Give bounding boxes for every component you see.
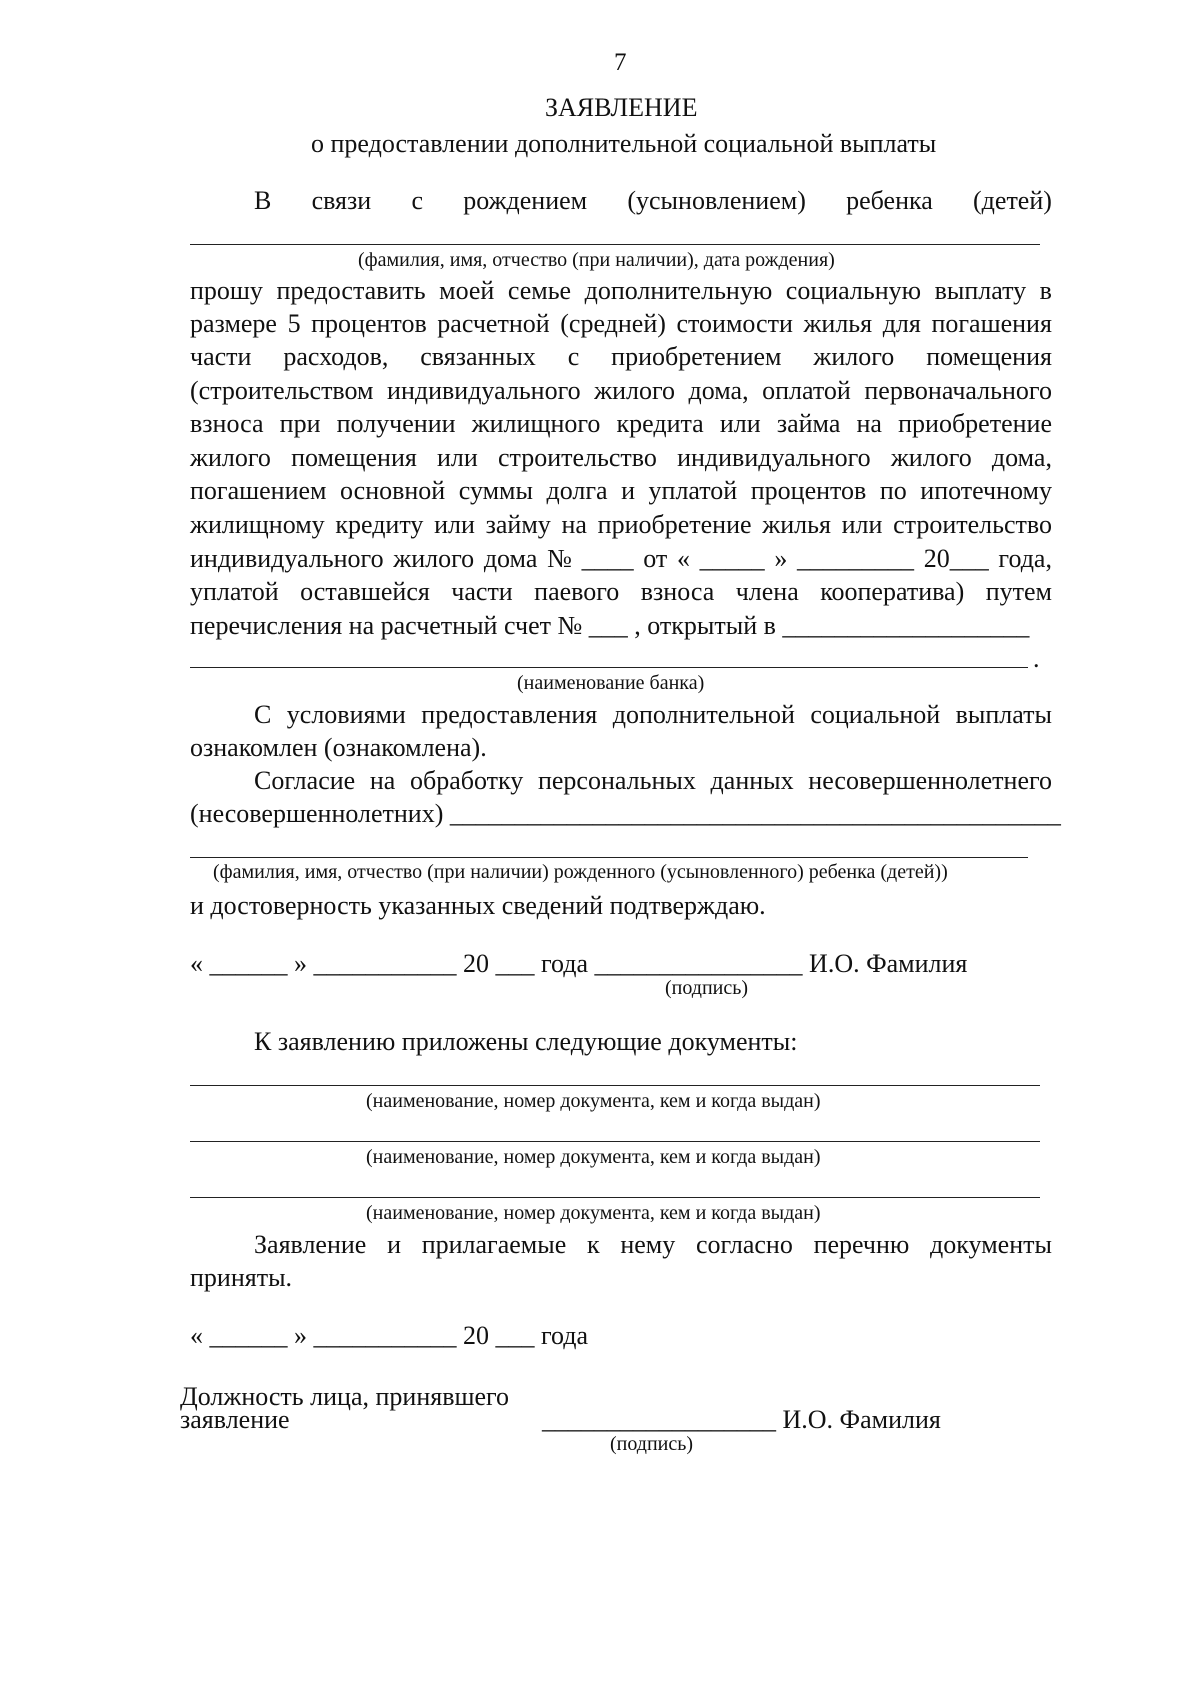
word: основной (340, 476, 446, 505)
word: расходов, (283, 342, 389, 371)
confirm-text: и достоверность указанных сведений подтверждаю. (190, 891, 766, 920)
account-line: перечисления на расчетный счет № ___ , открытый в ___________________ (190, 611, 1030, 640)
word: помещения (926, 342, 1052, 371)
word: жилья (803, 309, 873, 338)
word: дома, (688, 376, 749, 405)
word: на (369, 766, 396, 795)
word: предоставления (421, 700, 598, 729)
word: _____ (699, 544, 765, 573)
word: ____ (581, 544, 634, 573)
document-subtitle: о предоставлении дополнительной социальной выплаты (311, 129, 937, 158)
word: части (190, 342, 252, 371)
word: дополнительной (612, 700, 795, 729)
word: прилагаемые (421, 1230, 567, 1259)
word: социальную (785, 276, 922, 305)
word: по (879, 476, 907, 505)
word: обработку (410, 766, 524, 795)
word: получении (336, 409, 456, 438)
bank-line-dot: . (1033, 644, 1040, 673)
word: кредиту (335, 510, 424, 539)
conditions-line (254, 702, 1052, 728)
word: перечню (813, 1230, 910, 1259)
attachments-heading: К заявлению приложены следующие документы: (254, 1027, 798, 1056)
word: приобретение (597, 510, 752, 539)
word: согласно (695, 1230, 793, 1259)
word: на (856, 409, 882, 438)
word: индивидуального (677, 443, 871, 472)
word: « (676, 544, 690, 573)
word: строительство (498, 443, 657, 472)
word: займу (485, 510, 551, 539)
word: или (719, 409, 761, 438)
word: займа (776, 409, 841, 438)
word: связанных (420, 342, 536, 371)
request-line (190, 344, 1052, 370)
word: » (774, 544, 788, 573)
bank-name-field[interactable] (190, 667, 1028, 668)
document-field-3[interactable] (190, 1197, 1040, 1198)
official-signature-caption: (подпись) (610, 1433, 694, 1455)
word: документы (930, 1230, 1052, 1259)
word: с (567, 342, 580, 371)
word: для (882, 309, 921, 338)
word: на (561, 510, 587, 539)
word: в (1039, 276, 1052, 305)
word: семье (507, 276, 572, 305)
request-line (190, 311, 1052, 337)
word: и (387, 1230, 401, 1259)
word: персональных (537, 766, 696, 795)
accepted-line (254, 1232, 1052, 1258)
document-caption-2: (наименование, номер документа, кем и когда выдан) (366, 1146, 821, 1168)
word: с (411, 186, 423, 215)
word: ипотечному (920, 476, 1052, 505)
word: ребенка (846, 186, 933, 215)
request-line (190, 512, 1052, 538)
word: нему (620, 1230, 676, 1259)
word: предоставить (276, 276, 426, 305)
word: приобретение (898, 409, 1052, 438)
word: или (841, 510, 883, 539)
word: выплаты (955, 700, 1052, 729)
word: процентов (311, 309, 427, 338)
word: оставшейся (300, 577, 430, 606)
word: 5 (287, 309, 301, 338)
word: строительство (893, 510, 1052, 539)
official-signature-line: __________________ И.О. Фамилия (542, 1405, 941, 1434)
word: долга (546, 476, 608, 505)
word: паевого (534, 577, 620, 606)
word: или (437, 443, 478, 472)
word: рождением (463, 186, 588, 215)
word: уплатой (190, 577, 279, 606)
word: первоначального (864, 376, 1052, 405)
accepted-date-line: « ______ » ___________ 20 ___ года (190, 1321, 589, 1350)
request-line (190, 478, 1052, 504)
word: взноса (640, 577, 715, 606)
word: жилого (190, 443, 271, 472)
word: года, (998, 544, 1052, 573)
word: жилищному (190, 510, 325, 539)
child-name-caption: (фамилия, имя, отчество (при наличии), дата рождения) (358, 249, 835, 271)
word: и (621, 476, 636, 505)
request-line (190, 278, 1052, 304)
word: связи (311, 186, 372, 215)
word: путем (985, 577, 1052, 606)
conditions-line-2: ознакомлен (ознакомлена). (190, 733, 487, 762)
child-full-name-field[interactable] (190, 857, 1028, 858)
word: данных (710, 766, 794, 795)
word: жилищного (471, 409, 601, 438)
word: социальной (810, 700, 941, 729)
word: В (254, 186, 272, 215)
word: (усыновлением) (627, 186, 806, 215)
document-field-2[interactable] (190, 1141, 1040, 1142)
word: погашением (190, 476, 327, 505)
intro-line (254, 188, 1052, 214)
word: к (586, 1230, 600, 1259)
signature-caption: (подпись) (665, 977, 749, 999)
word: 20___ (923, 544, 989, 573)
word: уплатой (648, 476, 738, 505)
consent-line (254, 768, 1052, 794)
word: члена (735, 577, 799, 606)
word: оплатой (762, 376, 851, 405)
word: дома (483, 544, 538, 573)
document-caption-1: (наименование, номер документа, кем и когда выдан) (366, 1090, 821, 1112)
word: процентов (750, 476, 867, 505)
word: взноса (190, 409, 264, 438)
word: суммы (458, 476, 533, 505)
word: расчетной (437, 309, 550, 338)
request-line (190, 445, 1052, 471)
word: _________ (797, 544, 915, 573)
document-caption-3: (наименование, номер документа, кем и когда выдан) (366, 1202, 821, 1224)
request-line (190, 579, 1052, 605)
word: стоимости (676, 309, 793, 338)
word: С (254, 700, 272, 729)
request-line (190, 546, 1052, 572)
word: (детей) (973, 186, 1052, 215)
word: дома, (991, 443, 1052, 472)
word: размере (190, 309, 277, 338)
word: при (279, 409, 321, 438)
word: помещения (291, 443, 417, 472)
word: части (451, 577, 513, 606)
word: выплату (934, 276, 1027, 305)
word: моей (439, 276, 495, 305)
bank-caption: (наименование банка) (517, 672, 705, 694)
document-field-1[interactable] (190, 1085, 1040, 1086)
word: индивидуального (190, 544, 384, 573)
word: или (434, 510, 475, 539)
word: жилого (813, 342, 895, 371)
word: дополнительную (584, 276, 773, 305)
document-title: ЗАЯВЛЕНИЕ (545, 93, 698, 122)
word: кооператива) (820, 577, 965, 606)
word: жилого (594, 376, 676, 405)
word: жилья (762, 510, 831, 539)
word: Согласие (254, 766, 356, 795)
word: кредита (616, 409, 704, 438)
official-position-line-2: заявление (180, 1405, 290, 1434)
word: Заявление (254, 1230, 367, 1259)
word: приобретением (611, 342, 782, 371)
consent-line-2: (несовершеннолетних) _______________________________________________ (190, 799, 1061, 828)
word: жилого (890, 443, 972, 472)
word: индивидуального (387, 376, 581, 405)
request-line (190, 411, 1052, 437)
word: № (547, 544, 572, 573)
word: жилого (393, 544, 475, 573)
word: условиями (286, 700, 406, 729)
word: (строительством (190, 376, 374, 405)
word: погашения (931, 309, 1052, 338)
word: прошу (190, 276, 263, 305)
accepted-line-2: приняты. (190, 1263, 293, 1292)
page-number: 7 (614, 49, 627, 76)
word: от (643, 544, 668, 573)
child-name-field[interactable] (190, 244, 1040, 245)
word: несовершеннолетнего (808, 766, 1052, 795)
date-signature-line: « ______ » ___________ 20 ___ года ________________ И.О. Фамилия (190, 949, 968, 978)
word: (средней) (560, 309, 666, 338)
consent-caption: (фамилия, имя, отчество (при наличии) рожденного (усыновленного) ребенка (детей)) (213, 861, 948, 883)
official-position-line-1: Должность лица, принявшего (180, 1382, 510, 1411)
request-line (190, 378, 1052, 404)
